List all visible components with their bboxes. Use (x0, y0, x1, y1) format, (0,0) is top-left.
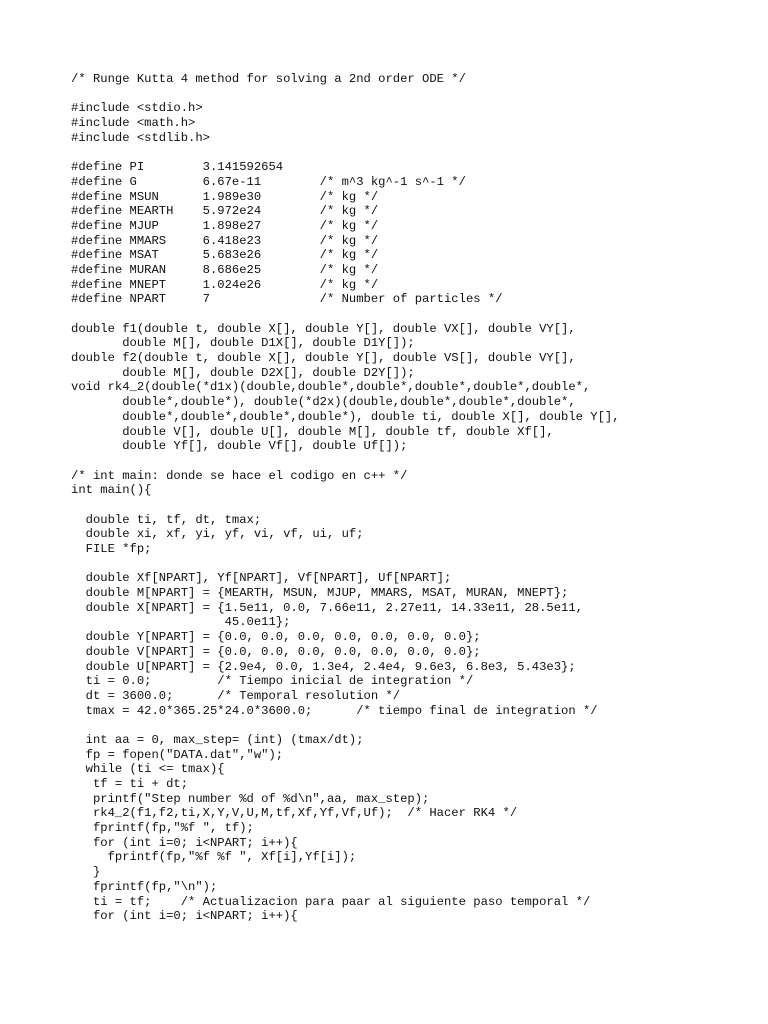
code-line: dt = 3600.0; /* Temporal resolution */ (71, 688, 401, 703)
code-line: #define MURAN 8.686e25 /* kg */ (71, 262, 379, 277)
code-line (71, 718, 620, 733)
code-line: #define MMARS 6.418e23 /* kg */ (71, 233, 379, 248)
code-line: double M[], double D2X[], double D2Y[]); (71, 365, 415, 380)
code-line: /* Runge Kutta 4 method for solving a 2nd order ODE */ (71, 72, 466, 86)
code-line: #include <stdlib.h> (71, 130, 210, 145)
code-line: tmax = 42.0*365.25*24.0*3600.0; /* tiempo final de integration */ (71, 703, 598, 718)
code-line: #include <stdio.h> (71, 101, 203, 116)
code-line: double V[NPART] = {0.0, 0.0, 0.0, 0.0, 0.0, 0.0, 0.0}; (71, 644, 481, 659)
code-line: double f1(double t, double X[], double Y[], double VX[], double VY[], (71, 321, 576, 336)
code-line (71, 145, 620, 160)
code-line (71, 87, 620, 102)
code-line: double U[NPART] = {2.9e4, 0.0, 1.3e4, 2.4e4, 9.6e3, 6.8e3, 5.43e3}; (71, 659, 576, 674)
code-line: void rk4_2(double(*d1x)(double,double*,double*,double*,double*,double*, (71, 380, 591, 395)
code-line: double M[NPART] = {MEARTH, MSUN, MJUP, MMARS, MSAT, MURAN, MNEPT}; (71, 586, 569, 601)
code-line: fprintf(fp,"%f ", tf); (71, 821, 254, 836)
code-line: ti = 0.0; /* Tiempo inicial de integration */ (71, 674, 474, 689)
code-line: tf = ti + dt; (71, 777, 189, 791)
code-line: #define MJUP 1.898e27 /* kg */ (71, 218, 379, 233)
code-line: rk4_2(f1,f2,ti,X,Y,V,U,M,tf,Xf,Yf,Vf,Uf); /* Hacer RK4 */ (71, 806, 518, 821)
code-line: #define MEARTH 5.972e24 /* kg */ (71, 204, 379, 219)
code-line: #define G 6.67e-11 /* m^3 kg^-1 s^-1 */ (71, 174, 466, 189)
code-line: double ti, tf, dt, tmax; (71, 512, 262, 527)
code-line: while (ti <= tmax){ (71, 762, 225, 777)
code-line: #define NPART 7 /* Number of particles */ (71, 292, 503, 307)
code-line: double xi, xf, yi, yf, vi, vf, ui, uf; (71, 527, 364, 542)
code-line: fp = fopen("DATA.dat","w"); (71, 747, 284, 762)
code-line: #define PI 3.141592654 (71, 160, 284, 175)
code-line: printf("Step number %d of %d\n",aa, max_step); (71, 791, 430, 806)
code-line: #include <math.h> (71, 116, 196, 131)
code-line: FILE *fp; (71, 542, 152, 556)
code-line: double Xf[NPART], Yf[NPART], Vf[NPART], Uf[NPART]; (71, 571, 452, 586)
code-line: fprintf(fp,"\n"); (71, 879, 218, 894)
code-line: #define MSUN 1.989e30 /* kg */ (71, 189, 379, 204)
code-line: 45.0e11}; (71, 615, 291, 630)
code-line: } (71, 865, 101, 880)
code-line: double*,double*), double(*d2x)(double,double*,double*,double*, (71, 395, 576, 410)
code-line (71, 498, 620, 513)
code-line: double*,double*,double*,double*), double ti, double X[], double Y[], (71, 409, 620, 424)
code-line: double f2(double t, double X[], double Y[], double VS[], double VY[], (71, 351, 576, 366)
code-line: double Yf[], double Vf[], double Uf[]); (71, 439, 408, 454)
code-line: int main(){ (71, 483, 152, 498)
code-line: double M[], double D1X[], double D1Y[]); (71, 336, 415, 351)
code-line: double V[], double U[], double M[], double tf, double Xf[], (71, 424, 554, 439)
code-line (71, 557, 620, 572)
code-line: for (int i=0; i<NPART; i++){ (71, 835, 298, 850)
code-line: fprintf(fp,"%f %f ", Xf[i],Yf[i]); (71, 850, 357, 865)
code-line: ti = tf; /* Actualizacion para paar al siguiente paso temporal */ (71, 894, 591, 909)
code-line: double Y[NPART] = {0.0, 0.0, 0.0, 0.0, 0.0, 0.0, 0.0}; (71, 630, 481, 645)
code-line: #define MSAT 5.683e26 /* kg */ (71, 248, 379, 263)
code-line (71, 307, 620, 322)
code-line (71, 454, 620, 469)
code-line: #define MNEPT 1.024e26 /* kg */ (71, 277, 379, 292)
code-line: int aa = 0, max_step= (int) (tmax/dt); (71, 732, 364, 747)
code-listing (71, 72, 620, 924)
code-line: for (int i=0; i<NPART; i++){ (71, 909, 298, 924)
code-line: /* int main: donde se hace el codigo en c++ */ (71, 468, 408, 483)
code-line: double X[NPART] = {1.5e11, 0.0, 7.66e11, 2.27e11, 14.33e11, 28.5e11, (71, 600, 583, 615)
